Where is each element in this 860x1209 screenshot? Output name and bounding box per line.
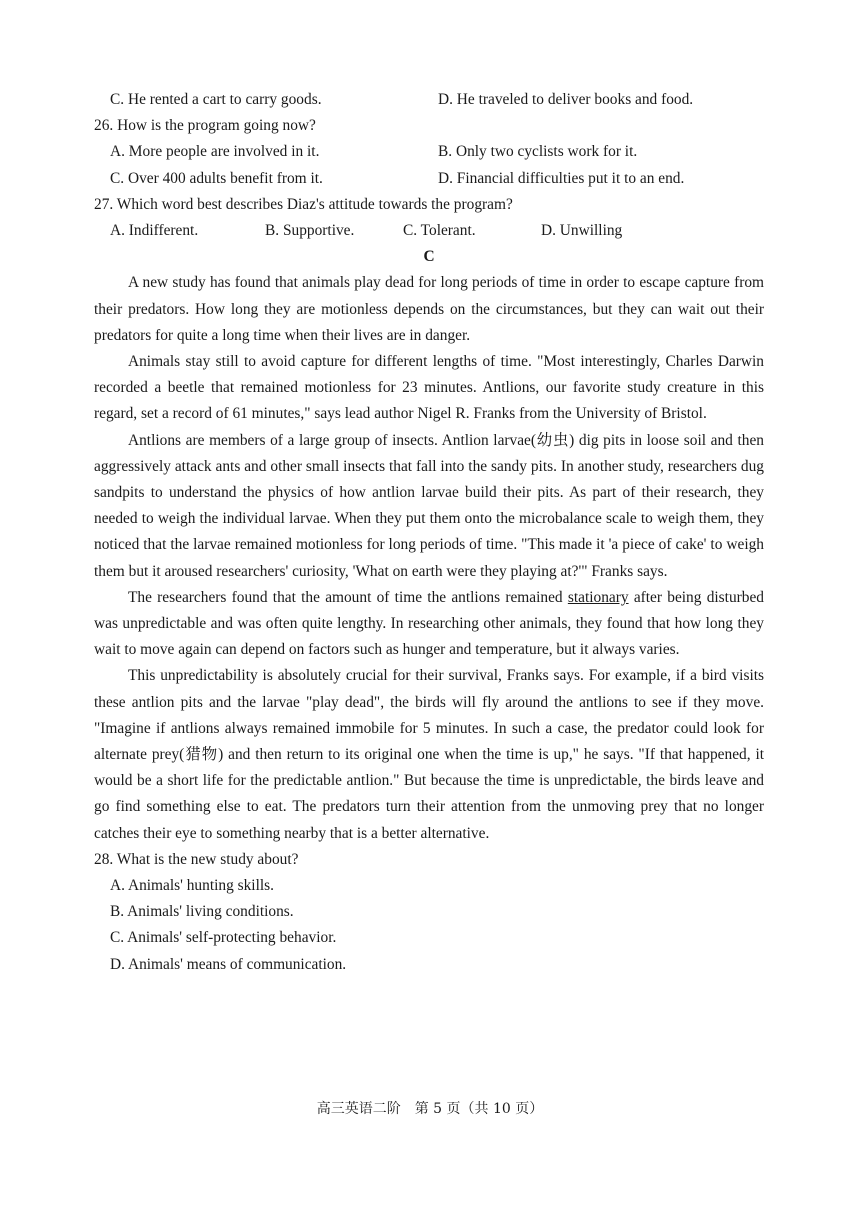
passage-paragraph-1: A new study has found that animals play dead for long periods of time in order to escape capture from their predators. How long they are motionless depends on the circumstances, but they can wait out their predators for quite a long time when their lives are in danger. — [94, 274, 764, 344]
q26-options-ab — [94, 139, 764, 165]
q27-option-b: B. Supportive. — [265, 221, 355, 239]
q25-options-cd — [94, 87, 764, 113]
q26-option-a: A. More people are involved in it. — [110, 143, 320, 161]
passage-paragraph-5: This unpredictability is absolutely crucial for their survival, Franks says. For example, if a bird visits these antlion pits and the larvae "play dead", the birds will fly around the antlions to see if they move. "Imagine if antlions always remained immobile for 5 minutes. In such a case, the predator could look for alternate prey(猎物) and then return to its original one when the time is up," he says. "If that happened, it would be a short life for the predictable antlion." But because the time is unpredictable, the birds leave and go find something else to eat. The predators turn their attention from the unmoving prey that no longer catches their eye to something nearby that is a better alternative. — [94, 667, 764, 842]
passage-paragraph-4 — [94, 585, 764, 664]
passage-paragraph-3: Antlions are members of a large group of insects. Antlion larvae(幼虫) dig pits in loose soil and then aggressively attack ants and other small insects that fall into the sandy pits. In another study, researchers dug sandpits to understand the physics of how antlion larvae build their pits. As part of their research, they needed to weigh the individual larvae. When they put them onto the microbalance scale to weigh them, they noticed that the larvae remained motionless for long periods of time. "This made it 'a piece of cake' to weigh them but it aroused researchers' curiosity, 'What on earth were they playing at?'" Franks says. — [94, 431, 764, 580]
q27-option-c: C. Tolerant. — [403, 221, 476, 239]
passage-paragraph-2: Animals stay still to avoid capture for different lengths of time. "Most interestingly, Charles Darwin recorded a beetle that remained motionless for 23 minutes. Antlions, our favorite study creature in this regard, set a record of 61 minutes," says lead author Nigel R. Franks from the University of Bristol. — [94, 352, 764, 423]
p4-text-before: The researchers found that the amount of time the antlions remained — [128, 588, 568, 606]
q28-question: 28. What is the new study about? — [94, 850, 299, 868]
q28-option-c: C. Animals' self-protecting behavior. — [110, 929, 337, 947]
q27-option-d: D. Unwilling — [541, 221, 623, 239]
exam-page — [94, 87, 764, 978]
underlined-word-stationary: stationary — [567, 588, 629, 606]
q28-option-d: D. Animals' means of communication. — [110, 955, 347, 973]
q27-question: 27. Which word best describes Diaz's attitude towards the program? — [94, 195, 513, 213]
q28-option-b: B. Animals' living conditions. — [110, 903, 294, 921]
section-heading: C — [423, 248, 435, 266]
page-footer: 高三英语二阶 第 5 页（共 10 页） — [316, 1101, 544, 1117]
q26-option-b: B. Only two cyclists work for it. — [438, 143, 638, 161]
q27-option-a: A. Indifferent. — [110, 221, 199, 239]
q28-option-a: A. Animals' hunting skills. — [110, 876, 274, 894]
q25-option-d: D. He traveled to deliver books and food. — [438, 91, 694, 108]
q26-question: 26. How is the program going now? — [94, 117, 316, 135]
q26-option-c: C. Over 400 adults benefit from it. — [110, 169, 323, 187]
q26-option-d: D. Financial difficulties put it to an end. — [438, 169, 685, 187]
q26-options-cd — [94, 166, 764, 192]
q27-options — [94, 218, 764, 244]
p4-text-after: after being disturbed was unpredictable and was often quite lengthy. In researching other animals, they found that how long they wait to move again can depend on factors such as hunger and temperature, but it always varies. — [94, 588, 764, 659]
q25-option-c: C. He rented a cart to carry goods. — [110, 91, 322, 108]
